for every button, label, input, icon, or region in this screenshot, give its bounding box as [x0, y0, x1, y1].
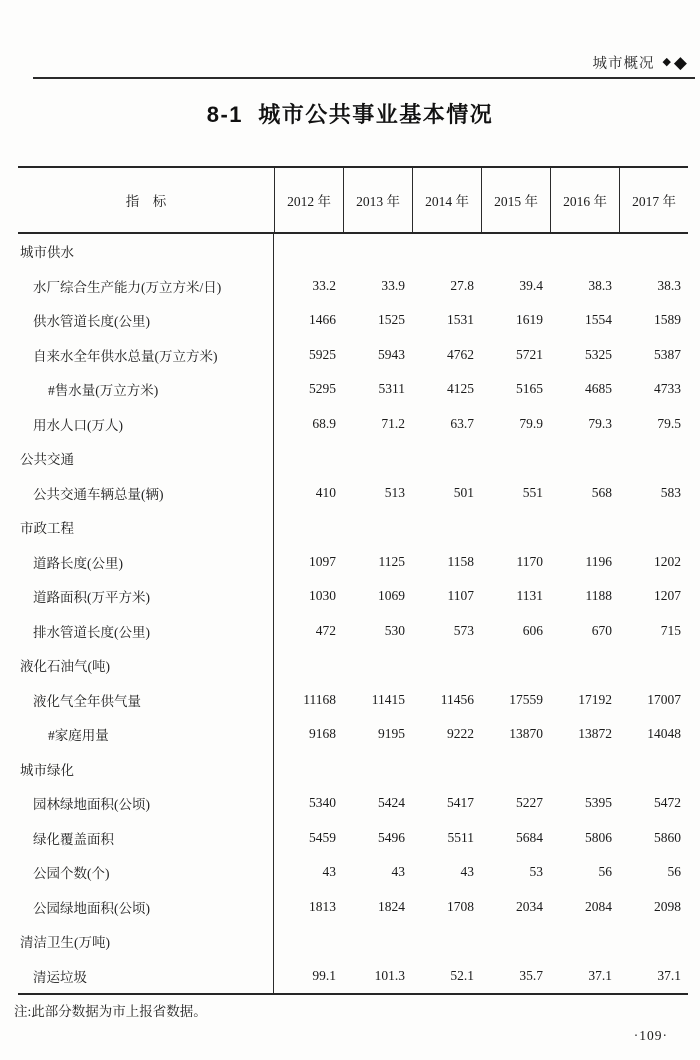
- table-row: [18, 821, 688, 856]
- value-cell: 5943: [378, 346, 405, 362]
- value-cell: 5496: [378, 829, 405, 845]
- indicator-cell: 供水管道长度(公里): [18, 303, 274, 338]
- value-cell: 14048: [647, 726, 681, 742]
- value-cell: [550, 441, 619, 476]
- value-cell: [343, 510, 412, 545]
- footnote: 注:此部分数据为市上报省数据。: [14, 1004, 207, 1019]
- value-cell: 1619: [516, 312, 543, 328]
- value-cell: [343, 234, 412, 269]
- value-cell: 1708: [447, 898, 474, 914]
- year-header-cell: 2015 年: [481, 168, 550, 232]
- value-cell: 4762: [447, 346, 474, 362]
- value-cell: 1207: [654, 588, 681, 604]
- value-cell: 56: [667, 864, 681, 880]
- table-row: [18, 614, 688, 649]
- indicator-cell: 公园绿地面积(公顷): [18, 890, 274, 925]
- value-cell: 11415: [371, 691, 405, 707]
- value-cell: [619, 752, 688, 787]
- table-row: [18, 579, 688, 614]
- value-cell: 568: [591, 484, 612, 500]
- indicator-cell: 清运垃圾: [18, 959, 274, 994]
- year-header-cell: 2014 年: [412, 168, 481, 232]
- value-cell: 63.7: [450, 415, 474, 431]
- value-cell: 1069: [378, 588, 405, 604]
- value-cell: 5387: [654, 346, 681, 362]
- value-cell: [481, 924, 550, 959]
- table-row: [18, 407, 688, 442]
- value-cell: 2034: [516, 898, 543, 914]
- value-cell: 5395: [585, 795, 612, 811]
- value-cell: [481, 441, 550, 476]
- value-cell: 56: [598, 864, 612, 880]
- diamond-icons: [662, 54, 688, 71]
- value-cell: 1170: [516, 553, 543, 569]
- value-cell: 1589: [654, 312, 681, 328]
- value-cell: 4685: [585, 381, 612, 397]
- table-row: [18, 959, 688, 994]
- header-rule: [33, 77, 695, 79]
- table-row: [18, 717, 688, 752]
- value-cell: 101.3: [374, 967, 405, 983]
- value-cell: [412, 234, 481, 269]
- value-cell: [412, 752, 481, 787]
- value-cell: 79.5: [657, 415, 681, 431]
- indicator-cell: 液化气全年供气量: [18, 683, 274, 718]
- value-cell: 37.1: [657, 967, 681, 983]
- value-cell: [343, 752, 412, 787]
- value-cell: 2098: [654, 898, 681, 914]
- year-header-cell: 2016 年: [550, 168, 619, 232]
- indicator-cell: 清洁卫生(万吨): [18, 924, 274, 959]
- table-row: [18, 545, 688, 580]
- value-cell: 1125: [378, 553, 405, 569]
- value-cell: 33.9: [381, 277, 405, 293]
- value-cell: 11456: [440, 691, 474, 707]
- indicator-cell: 公园个数(个): [18, 855, 274, 890]
- value-cell: 5325: [585, 346, 612, 362]
- value-cell: 5472: [654, 795, 681, 811]
- indicator-cell: 水厂综合生产能力(万立方米/日): [18, 269, 274, 304]
- value-cell: 583: [660, 484, 681, 500]
- statistics-table: [18, 166, 688, 995]
- value-cell: 2084: [585, 898, 612, 914]
- value-cell: [274, 924, 343, 959]
- value-cell: 38.3: [657, 277, 681, 293]
- value-cell: [274, 510, 343, 545]
- indicator-cell: 道路长度(公里): [18, 545, 274, 580]
- value-cell: [343, 441, 412, 476]
- value-cell: 1107: [447, 588, 474, 604]
- value-cell: 1202: [654, 553, 681, 569]
- value-cell: 551: [522, 484, 543, 500]
- diamond-large-icon: ◆: [673, 53, 688, 72]
- value-cell: 1188: [585, 588, 612, 604]
- indicator-cell: 城市供水: [18, 234, 274, 269]
- value-cell: [550, 924, 619, 959]
- value-cell: [343, 924, 412, 959]
- value-cell: 52.1: [450, 967, 474, 983]
- table-header-row: [18, 168, 688, 234]
- value-cell: 1466: [309, 312, 336, 328]
- value-cell: 39.4: [519, 277, 543, 293]
- value-cell: 37.1: [588, 967, 612, 983]
- value-cell: [274, 752, 343, 787]
- indicator-cell: 排水管道长度(公里): [18, 614, 274, 649]
- value-cell: 501: [453, 484, 474, 500]
- value-cell: 17192: [578, 691, 612, 707]
- indicator-cell: 自来水全年供水总量(万立方米): [18, 338, 274, 373]
- value-cell: [274, 234, 343, 269]
- value-cell: [412, 510, 481, 545]
- value-cell: 5311: [378, 381, 405, 397]
- value-cell: 1030: [309, 588, 336, 604]
- value-cell: 13872: [578, 726, 612, 742]
- value-cell: [550, 510, 619, 545]
- table-row: [18, 269, 688, 304]
- value-cell: 38.3: [588, 277, 612, 293]
- table-row: [18, 890, 688, 925]
- value-cell: [619, 648, 688, 683]
- value-cell: [550, 752, 619, 787]
- value-cell: 5165: [516, 381, 543, 397]
- indicator-cell: 园林绿地面积(公顷): [18, 786, 274, 821]
- value-cell: 43: [322, 864, 336, 880]
- running-head-label: 城市概况: [592, 56, 655, 72]
- indicator-cell: 道路面积(万平方米): [18, 579, 274, 614]
- table-row: [18, 648, 688, 683]
- value-cell: 513: [384, 484, 405, 500]
- value-cell: 1158: [447, 553, 474, 569]
- table-row: [18, 683, 688, 718]
- value-cell: 1824: [378, 898, 405, 914]
- indicator-header-cell: 指 标: [125, 194, 167, 209]
- table-row: [18, 234, 688, 269]
- value-cell: 9222: [447, 726, 474, 742]
- value-cell: [412, 924, 481, 959]
- value-cell: 5684: [516, 829, 543, 845]
- value-cell: 5340: [309, 795, 336, 811]
- value-cell: 79.3: [588, 415, 612, 431]
- value-cell: [481, 648, 550, 683]
- value-cell: 17007: [647, 691, 681, 707]
- value-cell: 33.2: [312, 277, 336, 293]
- value-cell: [619, 924, 688, 959]
- value-cell: 1196: [585, 553, 612, 569]
- table-row: [18, 441, 688, 476]
- table-row: [18, 786, 688, 821]
- value-cell: [619, 234, 688, 269]
- value-cell: 9168: [309, 726, 336, 742]
- value-cell: 27.8: [450, 277, 474, 293]
- value-cell: 1813: [309, 898, 336, 914]
- value-cell: [619, 441, 688, 476]
- indicator-cell: 液化石油气(吨): [18, 648, 274, 683]
- value-cell: 5806: [585, 829, 612, 845]
- table-row: [18, 338, 688, 373]
- running-head: [592, 52, 688, 73]
- value-cell: 68.9: [312, 415, 336, 431]
- value-cell: 5511: [447, 829, 474, 845]
- value-cell: [274, 648, 343, 683]
- value-cell: 1554: [585, 312, 612, 328]
- value-cell: [412, 441, 481, 476]
- value-cell: 43: [460, 864, 474, 880]
- page-number: ·109·: [633, 1028, 668, 1043]
- value-cell: [412, 648, 481, 683]
- value-cell: 573: [453, 622, 474, 638]
- value-cell: 5721: [516, 346, 543, 362]
- value-cell: 1525: [378, 312, 405, 328]
- value-cell: 715: [660, 622, 681, 638]
- value-cell: 530: [384, 622, 405, 638]
- value-cell: [343, 648, 412, 683]
- value-cell: 79.9: [519, 415, 543, 431]
- indicator-cell: 城市绿化: [18, 752, 274, 787]
- table-body: [18, 234, 688, 993]
- value-cell: 670: [591, 622, 612, 638]
- indicator-cell: #家庭用量: [18, 717, 274, 752]
- value-cell: 53: [529, 864, 543, 880]
- value-cell: [274, 441, 343, 476]
- value-cell: 410: [315, 484, 336, 500]
- value-cell: 1131: [516, 588, 543, 604]
- value-cell: [481, 752, 550, 787]
- value-cell: 43: [391, 864, 405, 880]
- value-cell: 9195: [378, 726, 405, 742]
- value-cell: 606: [522, 622, 543, 638]
- page-title: 8-1 城市公共事业基本情况: [206, 102, 494, 127]
- indicator-cell: 公共交通: [18, 441, 274, 476]
- value-cell: 5417: [447, 795, 474, 811]
- value-cell: 17559: [509, 691, 543, 707]
- table-row: [18, 510, 688, 545]
- indicator-cell: 市政工程: [18, 510, 274, 545]
- value-cell: 11168: [303, 691, 336, 707]
- value-cell: 99.1: [312, 967, 336, 983]
- table-row: [18, 303, 688, 338]
- value-cell: [550, 234, 619, 269]
- value-cell: 1531: [447, 312, 474, 328]
- value-cell: 5925: [309, 346, 336, 362]
- indicator-cell: 用水人口(万人): [18, 407, 274, 442]
- table-row: [18, 855, 688, 890]
- value-cell: 13870: [509, 726, 543, 742]
- value-cell: 5459: [309, 829, 336, 845]
- year-header-cell: 2012 年: [274, 168, 343, 232]
- table-row: [18, 476, 688, 511]
- value-cell: [481, 234, 550, 269]
- indicator-cell: 绿化覆盖面积: [18, 821, 274, 856]
- value-cell: [619, 510, 688, 545]
- value-cell: 5227: [516, 795, 543, 811]
- indicator-cell: #售水量(万立方米): [18, 372, 274, 407]
- value-cell: 5424: [378, 795, 405, 811]
- value-cell: 71.2: [381, 415, 405, 431]
- value-cell: 1097: [309, 553, 336, 569]
- indicator-cell: 公共交通车辆总量(辆): [18, 476, 274, 511]
- table-row: [18, 924, 688, 959]
- value-cell: 4733: [654, 381, 681, 397]
- value-cell: 4125: [447, 381, 474, 397]
- value-cell: [550, 648, 619, 683]
- table-row: [18, 372, 688, 407]
- value-cell: 5295: [309, 381, 336, 397]
- value-cell: [481, 510, 550, 545]
- diamond-small-icon: ◆: [662, 56, 672, 68]
- value-cell: 35.7: [519, 967, 543, 983]
- year-header-cell: 2017 年: [619, 168, 688, 232]
- table-row: [18, 752, 688, 787]
- year-header-cell: 2013 年: [343, 168, 412, 232]
- value-cell: 472: [315, 622, 336, 638]
- value-cell: 5860: [654, 829, 681, 845]
